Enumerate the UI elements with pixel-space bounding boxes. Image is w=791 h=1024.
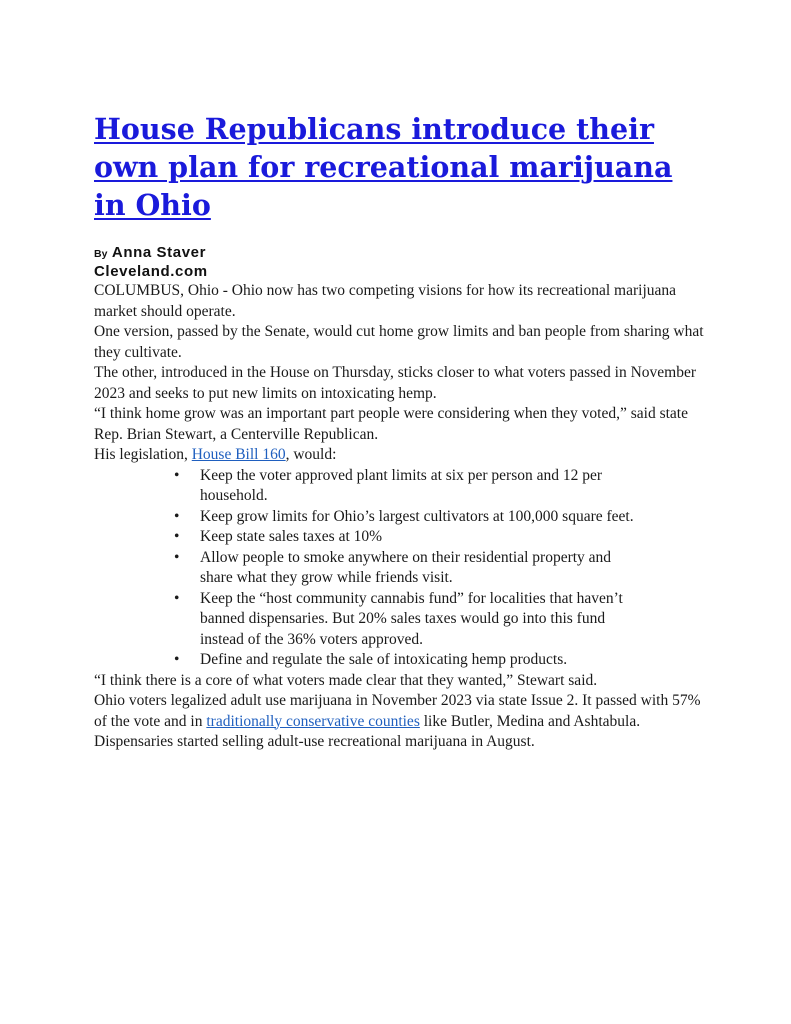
list-item — [174, 650, 644, 671]
list-item — [174, 527, 644, 548]
list-item-text: Keep the voter approved plant limits at six per person and 12 per household. — [200, 466, 603, 504]
bullet-icon: • — [174, 589, 180, 607]
paragraph-1: COLUMBUS, Ohio - Ohio now has two competing visions for how its recreational marijuana market should operate. — [94, 282, 677, 320]
list-item — [174, 466, 644, 507]
list-item-text: Define and regulate the sale of intoxicating hemp products. — [200, 651, 568, 668]
paragraph-2: One version, passed by the Senate, would cut home grow limits and ban people from sharing what they cultivate. — [94, 323, 704, 361]
article-body — [94, 281, 704, 753]
list-item-text: Allow people to smoke anywhere on their residential property and share what they grow while friends visit. — [200, 548, 612, 586]
list-item — [174, 589, 644, 651]
legislation-intro — [94, 445, 704, 466]
house-bill-160-link[interactable]: House Bill 160 — [191, 446, 286, 463]
stewart-quote-paragraph: “I think there is a core of what voters made clear that they wanted,” Stewart said. — [94, 671, 598, 689]
bullet-icon: • — [174, 507, 180, 525]
bullet-icon: • — [174, 466, 180, 484]
closing-before: Ohio voters legalized adult use marijuana in November 2023 via state Issue 2. It passed with 57% of the vote and in — [94, 692, 701, 730]
article-headline[interactable]: House Republicans introduce their own plan for recreational marijuana in Ohio — [94, 112, 673, 222]
byline — [94, 244, 704, 281]
byline-prefix: By — [94, 248, 108, 260]
legislation-intro-before: His legislation, — [94, 446, 192, 463]
bullet-icon: • — [174, 548, 180, 566]
bill-provisions-list — [174, 466, 644, 671]
bullet-icon: • — [174, 528, 180, 545]
paragraph-4: “I think home grow was an important part people were considering when they voted,” said state Rep. Brian Stewart, a Centerville Republican. — [94, 405, 688, 443]
legislation-intro-after: , would: — [285, 446, 337, 463]
list-item-text: Keep the “host community cannabis fund” for localities that haven’t banned dispensaries. But 20% sales taxes would go into this fund instead of the 36% voters approved. — [200, 589, 623, 648]
list-item-text: Keep grow limits for Ohio’s largest cultivators at 100,000 square feet. — [200, 507, 634, 525]
author-name: Anna Staver — [111, 244, 207, 261]
conservative-counties-link[interactable]: traditionally conservative counties — [206, 712, 420, 730]
list-item — [174, 507, 644, 528]
closing-after: like Butler, Medina and Ashtabula. Dispensaries started selling adult-use recreational marijuana in August. — [94, 712, 641, 750]
paragraph-3: The other, introduced in the House on Thursday, sticks closer to what voters passed in November 2023 and seeks to put new limits on intoxicating hemp. — [94, 364, 697, 402]
outlet-name: Cleveland.com — [94, 263, 208, 280]
bullet-icon: • — [174, 651, 180, 668]
closing-paragraph — [94, 691, 704, 753]
list-item — [174, 548, 644, 589]
list-item-text: Keep state sales taxes at 10% — [200, 528, 383, 545]
article — [94, 110, 704, 753]
